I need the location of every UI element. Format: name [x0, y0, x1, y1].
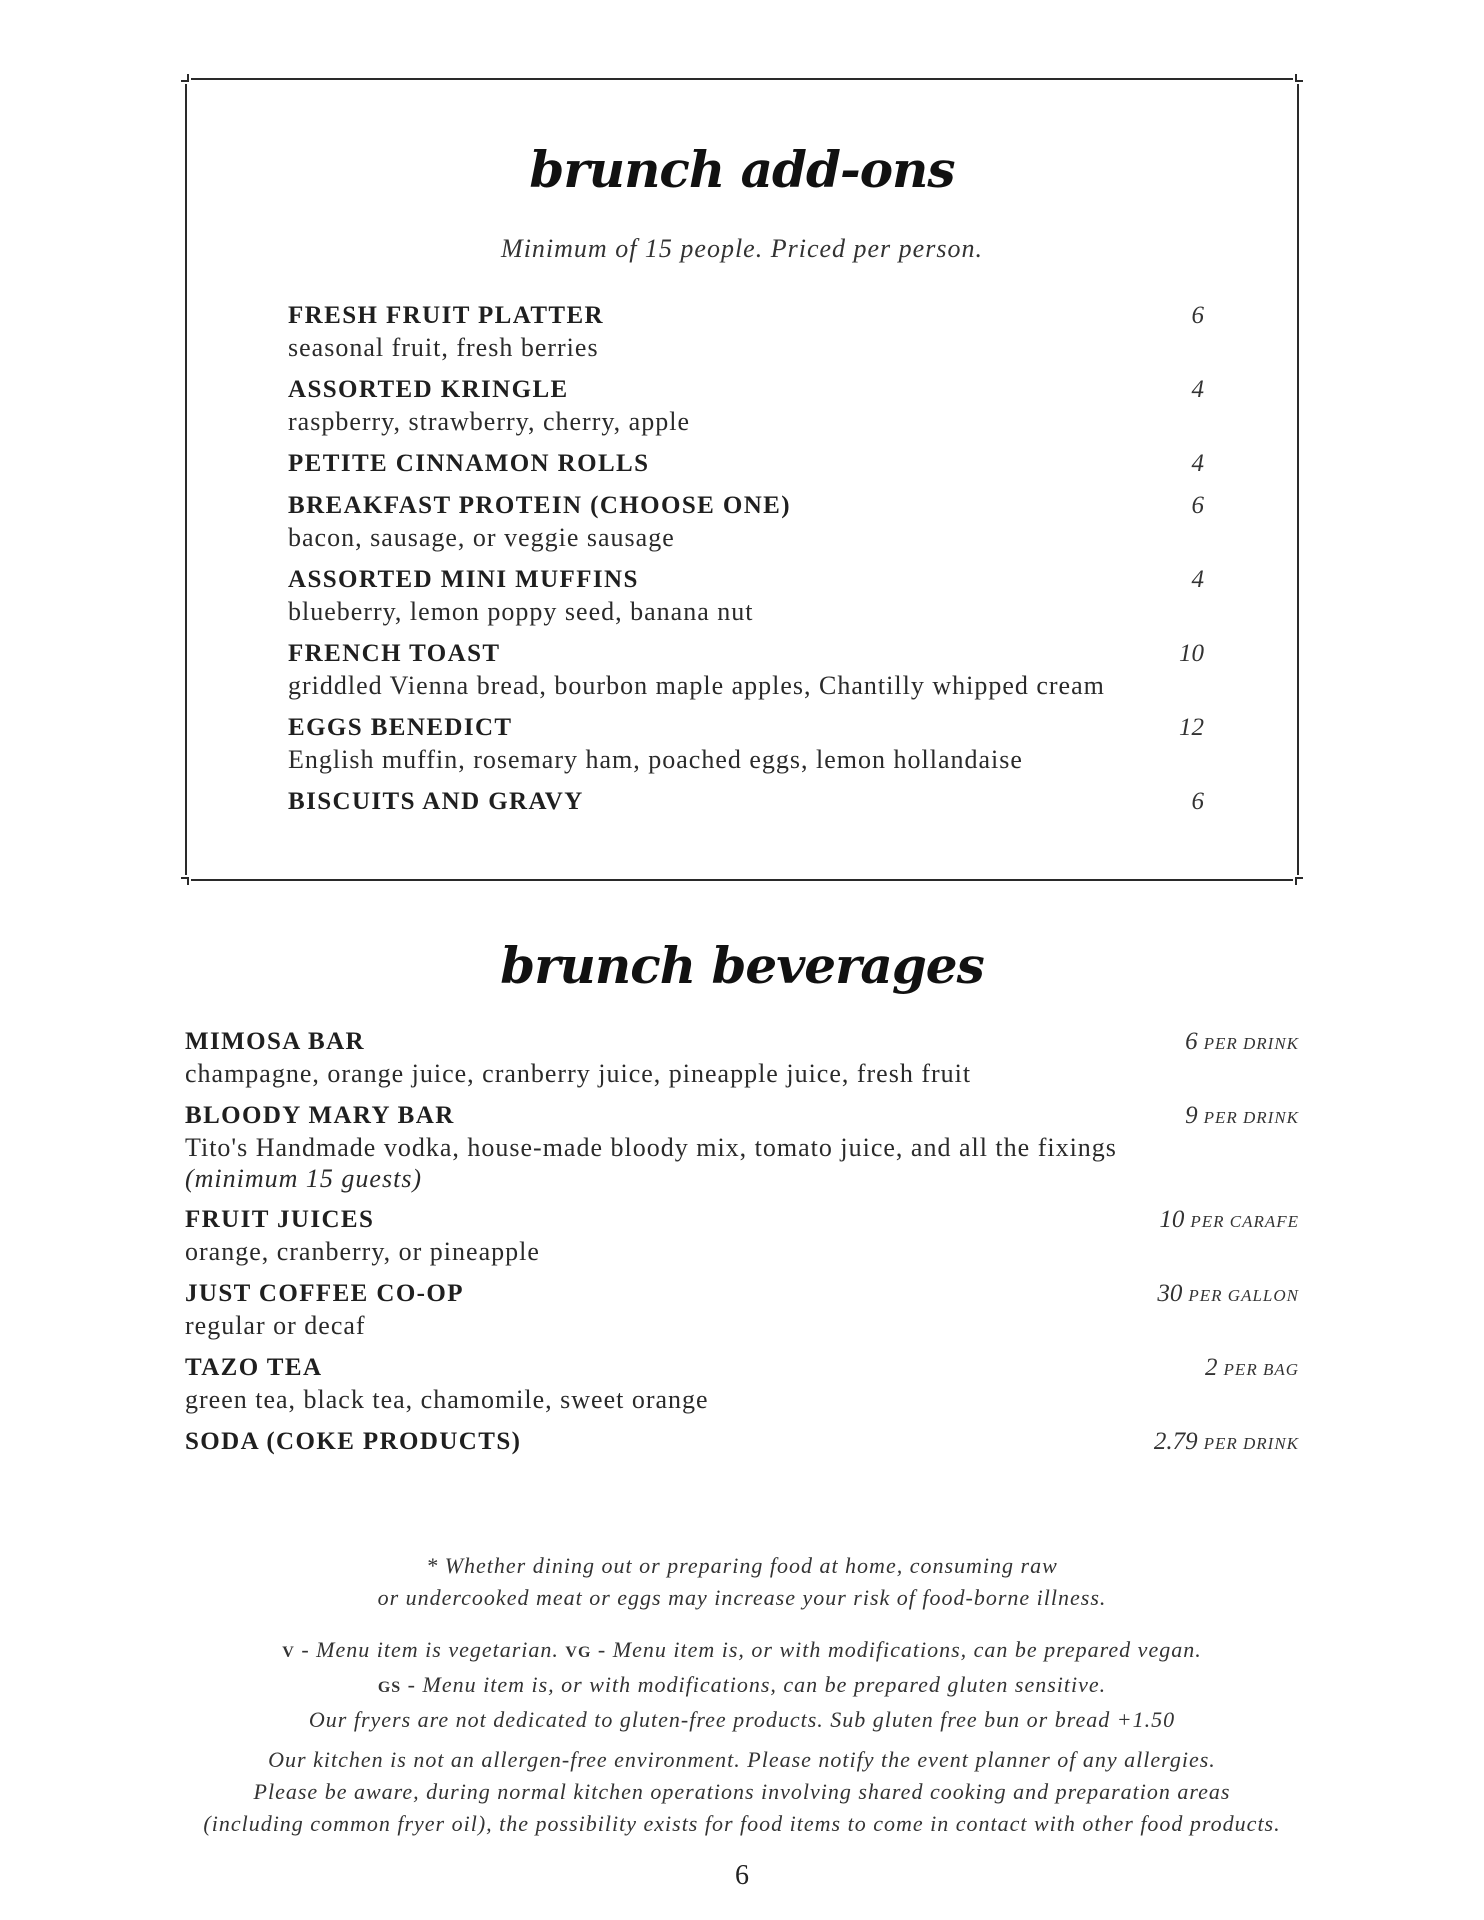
item-price: 6: [1191, 492, 1204, 519]
menu-item: [185, 1204, 1299, 1268]
item-description: Tito's Handmade vodka, house-made bloody mix, tomato juice, and all the fixings: [185, 1133, 1117, 1162]
price-unit: PER GALLON: [1188, 1286, 1299, 1305]
gluten-sensitive-tag: GS: [377, 1679, 402, 1696]
price-unit: PER CARAFE: [1190, 1212, 1299, 1231]
beverages-title: brunch beverages: [500, 936, 984, 995]
item-name: ASSORTED KRINGLE: [288, 376, 569, 403]
price-value: 9: [1185, 1102, 1198, 1129]
warning-line-1: * Whether dining out or preparing food at home, consuming raw: [426, 1553, 1058, 1578]
vegan-tag: VG: [565, 1644, 592, 1661]
item-price: 12: [1179, 714, 1204, 741]
item-name: SODA (COKE PRODUCTS): [185, 1428, 522, 1455]
menu-item: [185, 1426, 1299, 1458]
item-price: [1157, 1278, 1299, 1312]
item-name: BLOODY MARY BAR: [185, 1102, 455, 1129]
price-value: 10: [1159, 1206, 1185, 1233]
menu-item: [288, 490, 1204, 554]
item-price: [1159, 1204, 1299, 1238]
item-price: [1185, 1026, 1299, 1060]
item-name: MIMOSA BAR: [185, 1028, 365, 1055]
addons-subtitle: Minimum of 15 people. Priced per person.: [501, 234, 983, 263]
dietary-legend: [0, 1634, 1484, 1736]
allergen-line-2: Please be aware, during normal kitchen operations involving shared cooking and preparation areas: [253, 1779, 1231, 1804]
price-unit: PER DRINK: [1203, 1034, 1299, 1053]
item-price: [1185, 1100, 1299, 1134]
item-description: regular or decaf: [185, 1311, 366, 1340]
allergen-notice: [0, 1744, 1484, 1840]
menu-item: [288, 564, 1204, 628]
item-description: orange, cranberry, or pineapple: [185, 1237, 540, 1266]
price-unit: PER DRINK: [1203, 1108, 1299, 1127]
menu-item: [288, 448, 1204, 480]
item-name: JUST COFFEE CO-OP: [185, 1280, 464, 1307]
item-price: 10: [1179, 640, 1204, 667]
item-name: TAZO TEA: [185, 1354, 323, 1381]
menu-item: [288, 712, 1204, 776]
vegan-text: - Menu item is, or with modifications, can be prepared vegan.: [591, 1637, 1202, 1662]
price-unit: PER DRINK: [1203, 1434, 1299, 1453]
menu-item: [288, 300, 1204, 364]
item-price: 6: [1191, 302, 1204, 329]
item-price: 4: [1191, 566, 1204, 593]
item-description: green tea, black tea, chamomile, sweet orange: [185, 1385, 709, 1414]
item-price: 4: [1191, 450, 1204, 477]
addons-title: brunch add-ons: [529, 140, 955, 199]
menu-item: [288, 638, 1204, 702]
page-number: 6: [735, 1860, 749, 1891]
menu-item: [185, 1278, 1299, 1342]
item-name: BISCUITS AND GRAVY: [288, 788, 584, 815]
item-description: English muffin, rosemary ham, poached eggs, lemon hollandaise: [288, 745, 1023, 774]
price-value: 2: [1205, 1354, 1218, 1381]
item-name: EGGS BENEDICT: [288, 714, 513, 741]
vegetarian-tag: V: [282, 1644, 295, 1661]
allergen-line-1: Our kitchen is not an allergen-free environment. Please notify the event planner of any allergies.: [268, 1747, 1216, 1772]
item-name: PETITE CINNAMON ROLLS: [288, 450, 650, 477]
item-name: FRESH FRUIT PLATTER: [288, 302, 605, 329]
price-value: 6: [1185, 1028, 1198, 1055]
menu-item: [288, 374, 1204, 438]
warning-line-2: or undercooked meat or eggs may increase your risk of food-borne illness.: [377, 1585, 1107, 1610]
fryer-note: Our fryers are not dedicated to gluten-free products. Sub gluten free bun or bread +1.50: [308, 1707, 1176, 1732]
vegetarian-text: - Menu item is vegetarian.: [294, 1637, 566, 1662]
item-description: seasonal fruit, fresh berries: [288, 333, 599, 362]
item-note: (minimum 15 guests): [185, 1164, 423, 1193]
item-price: 4: [1191, 376, 1204, 403]
price-unit: PER BAG: [1223, 1360, 1299, 1379]
menu-item: [185, 1352, 1299, 1416]
item-description: champagne, orange juice, cranberry juice, pineapple juice, fresh fruit: [185, 1059, 972, 1088]
allergen-line-3: (including common fryer oil), the possibility exists for food items to come in contact with other food products.: [203, 1811, 1281, 1836]
price-value: 2.79: [1153, 1428, 1198, 1455]
food-safety-warning: [0, 1550, 1484, 1614]
item-name: BREAKFAST PROTEIN (CHOOSE ONE): [288, 492, 791, 519]
item-name: ASSORTED MINI MUFFINS: [288, 566, 639, 593]
item-description: raspberry, strawberry, cherry, apple: [288, 407, 690, 436]
item-name: FRENCH TOAST: [288, 640, 501, 667]
item-description: griddled Vienna bread, bourbon maple apples, Chantilly whipped cream: [288, 671, 1105, 700]
item-price: 6: [1191, 788, 1204, 815]
item-description: bacon, sausage, or veggie sausage: [288, 523, 675, 552]
menu-item: [185, 1026, 1299, 1090]
gluten-sensitive-text: - Menu item is, or with modifications, can be prepared gluten sensitive.: [401, 1672, 1107, 1697]
item-name: FRUIT JUICES: [185, 1206, 375, 1233]
legend-line-1: [0, 1634, 1484, 1669]
menu-item: [185, 1100, 1299, 1194]
price-value: 30: [1157, 1280, 1183, 1307]
legend-line-2: [0, 1669, 1484, 1704]
item-description: blueberry, lemon poppy seed, banana nut: [288, 597, 754, 626]
item-price: [1154, 1426, 1299, 1460]
item-price: [1205, 1352, 1299, 1386]
menu-item: [288, 786, 1204, 818]
